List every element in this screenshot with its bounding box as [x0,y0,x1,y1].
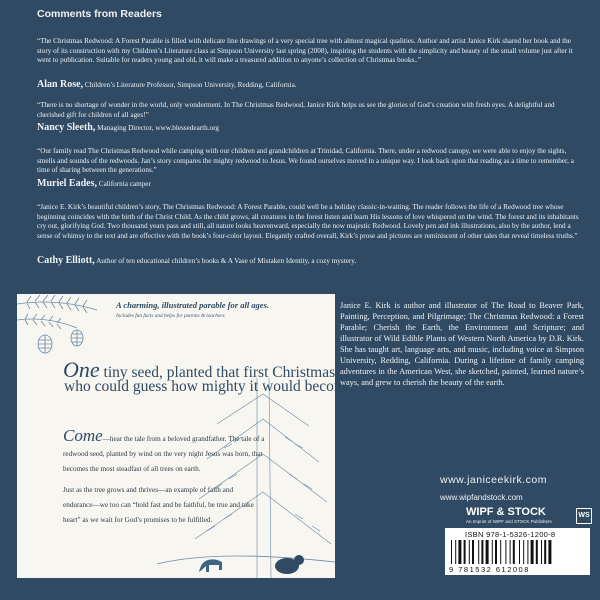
redwood-tree-drawing [157,378,335,578]
author-website[interactable]: www.janiceekirk.com [440,474,547,486]
comment-attribution [37,256,580,266]
publisher-imprint: An Imprint of WIPF and STOCK Publishers [466,519,552,524]
commenter-role: California camper [98,180,151,188]
comment-quote: “Our family read The Christmas Redwood while camping with our children and grandchildren at Trinidad, California. There, under a redwood canopy, we were able to enjoy the sights, smells and sounds of the redwoods. Jan’s story compares the mighty redwood to Jesus. We found ourselves moved in a unique way. I look back upon that reading as a time to remember, a time of sharing between the generations.” [37,147,574,175]
barcode-bars [451,540,584,564]
hook-line-1-text: tiny seed, planted that first Christmas night… [99,364,387,381]
comment-attribution [37,123,580,133]
commenter-role: Managing Director, www.blessedearth.org [97,124,220,132]
blurb-paragraph-1-text: —hear the tale from a beloved grandfather. The tale of a redwood seed, planted by wind on the very night Jesus was born, that becomes the most steadfast of all trees on earth. [63,435,265,473]
comment-attribution [37,80,580,90]
tagline: A charming, illustrated parable for all ages. [116,300,270,310]
publisher-website[interactable]: www.wipfandstock.com [440,493,523,502]
commenter-name: Alan Rose, [37,79,84,90]
comment-quote: “Janice E. Kirk’s beautiful children’s story, The Christmas Redwood: A Forest Parable, could well be a holiday classic-in-waiting. The reader follows the life of a Redwood tree whose beginning coincides with the birth of the Christ Child. As the child grows, all creatures in the forest listen and learn His lessons of love whispered on the wind. The forest and its inhabitants cry out, glorifying God. Two thousand years pass and still, all nature looks heavenward, especially the now majestic Redwood. Lovely pen and ink illustrations, also by the author, lend a sense of whimsy to the text and are effective with the book’s four-color layout. Elegantly crafted overall, Kirk’s prose and pictures are reminiscent of other tales that reveal timeless truths.” [37,203,579,240]
tagline-sub: Includes fun facts and helps for parents & teachers. [116,313,226,319]
commenter-name: Nancy Sleeth, [37,122,96,133]
comments-heading: Comments from Readers [37,8,162,20]
publisher-name: WIPF & STOCK [466,506,546,518]
pine-cone-drawing [38,330,83,353]
barcode-digits: 9 781532 612008 [449,565,530,574]
comment-quote: “The Christmas Redwood: A Forest Parable is filled with delicate line drawings of a very special tree with almost magical qualities. Author and artist Janice Kirk shared her book and the story of its construction with my Children’s Literature class at Simpson University last spring (2008), inspiring the students with the simplicity and beauty of the small volume just after it went to publication. Suitable for readers young and old, it will make a treasured addition to anyone’s collection of Christmas books..” [37,37,573,65]
commenter-name: Muriel Eades, [37,178,97,189]
blurb-paragraph-1 [63,428,278,477]
bottom-band [0,578,600,600]
hook-line-2: who could guess how mighty it would become? [64,378,360,395]
isbn-text: ISBN 978-1-5326-1200-8 [465,530,556,539]
blurb-paragraph-2: Just as the tree grows and thrives—an example of faith and endurance—we too can “hold fast and be faithful, be true and take heart” as we wait for God’s promises to be fulfilled. [63,486,254,524]
barcode [445,528,590,575]
commenter-name: Cathy Elliott, [37,255,95,266]
deer-drawing [199,559,222,572]
blurb-big-word: Come [63,426,103,445]
commenter-role: Author of ten educational children’s books & A Vase of Mistaken Identity, a cozy mystery. [96,257,357,265]
redwood-branch-drawing [17,295,97,329]
author-bio: Janice E. Kirk is author and illustrator of The Road to Beaver Park, Painting, Perception, and Pilgrimage; The Christmas Redwood: a Forest Parable; Cherish the Earth, the Environment and Scripture; and illustrator of Wild Edible Plants of Western North America by D.R. Kirk. She has taught art, language arts, and music, including voice at Simpson University, Redding, California. During a lifetime of family camping adventures in the American West, she sketched, painted, learned nature’s ways, and grew to cherish the beauty of the earth. [340,301,584,387]
comment-attribution [37,179,580,189]
hook-big-word: One [63,357,100,382]
commenter-role: Children’s Literature Professor, Simpson University, Redding, California. [84,81,297,89]
comment-quote: “There is no shortage of wonder in the world, only wonderment. In The Christmas Redwood, Janice Kirk helps us see the glories of God’s creation with fresh eyes. A delightful and cherished gift for children of all ages!” [37,101,555,119]
publisher-logo [466,506,584,528]
publisher-mark: WS [576,508,592,524]
